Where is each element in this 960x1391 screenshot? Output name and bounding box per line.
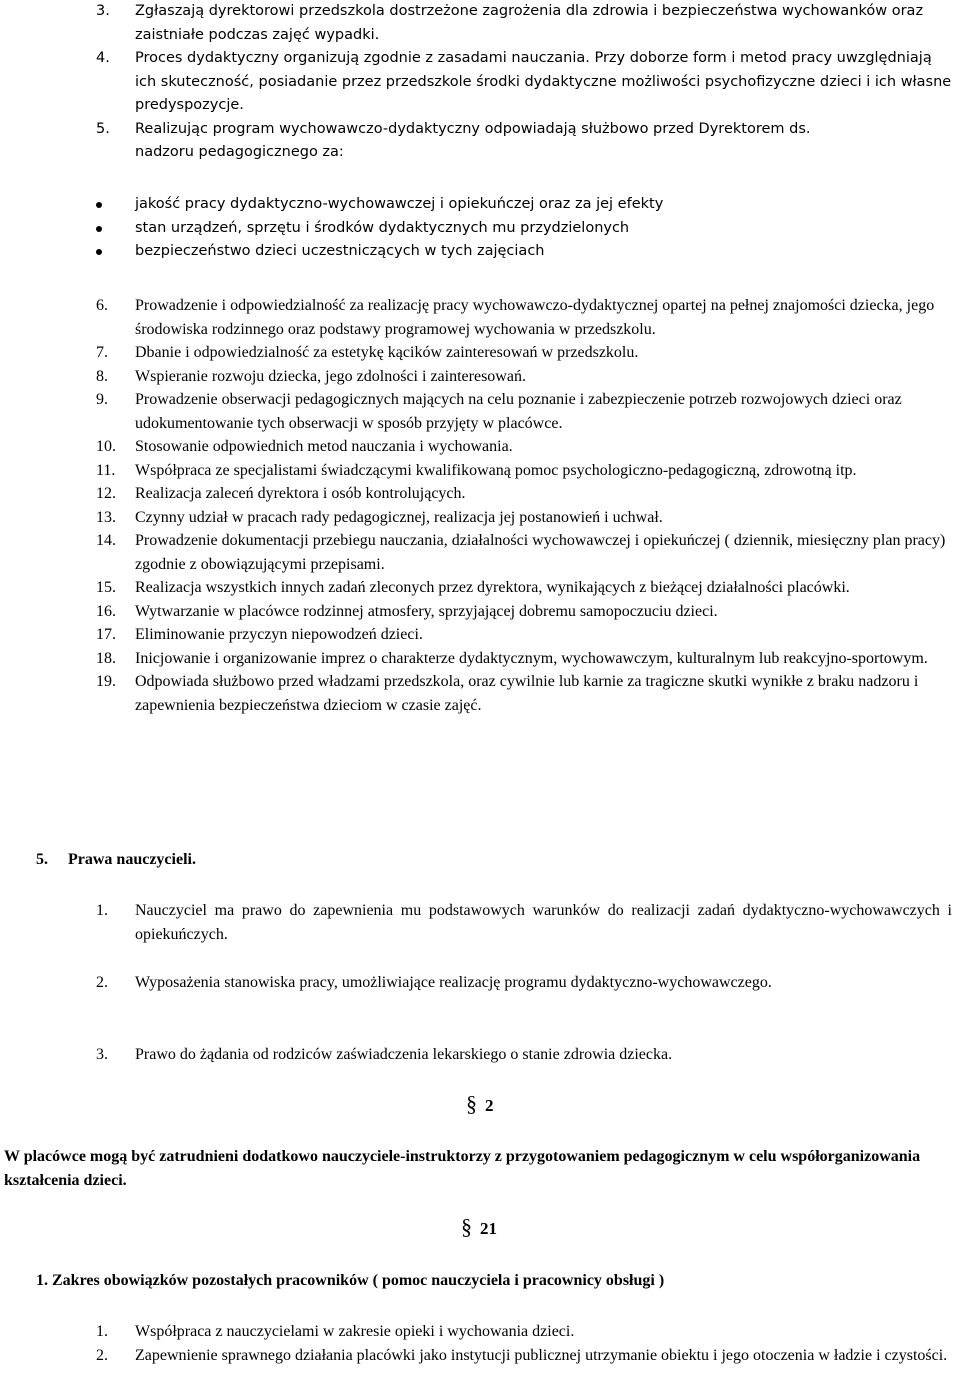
- heading-number: 1.: [36, 1272, 48, 1289]
- bullet-item: [0, 193, 960, 217]
- item-text: Proces dydaktyczny organizują zgodnie z zasadami nauczania. Przy doborze form i metod pracy uwzględniają ich skuteczność, posiadanie przez przedszkole środki dydaktyczne możliwości psychofizyczne dzieci i ich własne predyspozycje.: [135, 50, 952, 113]
- item-number: 6.: [96, 297, 108, 314]
- item-number: 17.: [96, 626, 116, 643]
- list-item: [0, 0, 960, 47]
- bullet-item: [0, 240, 960, 264]
- paragraph-mark: [466, 1092, 494, 1118]
- item-number: 18.: [96, 649, 116, 667]
- bullet-list: [0, 193, 960, 264]
- item-text: Nauczyciel ma prawo do zapewnienia mu podstawowych warunków do realizacji zadań dydaktyczno-wychowawczych i opiekuńczych.: [135, 902, 952, 943]
- main-list: [0, 294, 960, 717]
- list-item: [0, 647, 960, 671]
- item-number: 12.: [96, 485, 116, 502]
- item-text: Prawo do żądania od rodziców zaświadczenia lekarskiego o stanie zdrowia dziecka.: [135, 1046, 673, 1063]
- item-number: 5.: [96, 120, 110, 137]
- list-item: [0, 600, 960, 624]
- item-number: 9.: [96, 391, 108, 408]
- bullet-text: jakość pracy dydaktyczno-wychowawczej i opiekuńczej oraz za jej efekty: [135, 196, 664, 212]
- item-number: 1.: [96, 902, 108, 919]
- item-text: Zapewnienie sprawnego działania placówki jako instytucji publicznej utrzymanie obiektu i jego otoczenia w ładzie i czystości.: [135, 1346, 948, 1364]
- rights-item: [0, 971, 960, 995]
- item-number: 8.: [96, 367, 108, 385]
- list-item: [0, 482, 960, 506]
- item-text: Dbanie i odpowiedzialność za estetykę kącików zainteresowań w przedszkolu.: [135, 344, 639, 361]
- item-number: 3.: [96, 1046, 108, 1063]
- item-number: 4.: [96, 50, 110, 66]
- bullet-dot-icon: [96, 249, 102, 255]
- staff-item: [0, 1344, 960, 1368]
- item-number: 3.: [96, 3, 110, 19]
- bullet-dot-icon: [96, 226, 102, 232]
- item-text: Inicjowanie i organizowanie imprez o charakterze dydaktycznym, wychowawczym, kulturalnym lub reakcyjno-sportowym.: [135, 649, 928, 667]
- bullet-text: stan urządzeń, sprzętu i środków dydaktycznych mu przydzielonych: [135, 219, 630, 236]
- top-list-block: [0, 0, 960, 165]
- item-text: Realizacja wszystkich innych zadań zleconych przez dyrektora, wynikających z bieżącej działalności placówki.: [135, 579, 850, 596]
- list-item: [0, 47, 960, 118]
- rights-block: [0, 899, 960, 946]
- section-title: Prawa nauczycieli.: [68, 851, 196, 868]
- rights-list: [0, 899, 960, 946]
- item-text: Prowadzenie obserwacji pedagogicznych mających na celu poznanie i zabezpieczenie potrzeb rozwojowych dzieci oraz udokumentowanie tych obserwacji w sposób przyjęty w placówce.: [135, 391, 902, 432]
- top-list: [0, 0, 960, 141]
- bullet-block: [0, 193, 960, 264]
- item-number: 13.: [96, 508, 116, 526]
- item-text: Współpraca z nauczycielami w zakresie opieki i wychowania dzieci.: [135, 1323, 575, 1340]
- staff-list: [0, 1320, 960, 1367]
- item-number: 16.: [96, 602, 116, 620]
- item-text: Prowadzenie dokumentacji przebiegu nauczania, działalności wychowawczej i opiekuńczej ( dziennik, miesięczny plan pracy) zgodnie z obowiązującymi przepisami.: [135, 532, 946, 573]
- list-item: [0, 459, 960, 483]
- list-item: [0, 341, 960, 365]
- bullet-item: [0, 217, 960, 241]
- item-text: Wyposażenia stanowiska pracy, umożliwiające realizację programu dydaktyczno-wychowawczego.: [135, 974, 772, 991]
- rights-list: [0, 1043, 960, 1067]
- rights-list: [0, 971, 960, 995]
- paragraph-number: 21: [480, 1219, 497, 1238]
- list-item: [0, 435, 960, 459]
- item-text: Współpraca ze specjalistami świadczącymi kwalifikowaną pomoc psychologiczno-pedagogiczną, zdrowotną itp.: [135, 461, 857, 479]
- bullet-text: bezpieczeństwo dzieci uczestniczących w tych zajęciach: [135, 243, 545, 259]
- continuation-text: nadzoru pedagogicznego za:: [135, 144, 344, 160]
- list-item: [0, 388, 960, 435]
- item-text: Wytwarzanie w placówce rodzinnej atmosfery, sprzyjającej dobremu samopoczuciu dzieci.: [135, 602, 718, 620]
- item-number: 2.: [96, 1346, 108, 1364]
- rights-item: [0, 899, 960, 946]
- list-item: [0, 623, 960, 647]
- main-list-block: [0, 294, 960, 717]
- item-number: 19.: [96, 673, 116, 690]
- item-number: 10.: [96, 438, 116, 455]
- section-symbol: §: [466, 1091, 477, 1116]
- item-number: 1.: [96, 1323, 108, 1340]
- item-text: Realizacja zaleceń dyrektora i osób kontrolujących.: [135, 485, 466, 502]
- section-symbol: §: [461, 1214, 472, 1239]
- section-number: 5.: [36, 851, 48, 868]
- list-item: [0, 576, 960, 600]
- paragraph-text: W placówce mogą być zatrudnieni dodatkowo nauczyciele-instruktorzy z przygotowaniem pedagogicznym w celu współorganizowania kształcenia dzieci.: [4, 1148, 921, 1189]
- item-number: 15.: [96, 579, 116, 596]
- list-item: [0, 529, 960, 576]
- paragraph-number: 2: [485, 1096, 494, 1115]
- list-item: [0, 506, 960, 530]
- rights-block: [0, 971, 960, 995]
- item-text: Wspieranie rozwoju dziecka, jego zdolności i zainteresowań.: [135, 367, 526, 385]
- list-item: [0, 294, 960, 341]
- list-item: [0, 670, 960, 717]
- item-text: Eliminowanie przyczyn niepowodzeń dzieci.: [135, 626, 423, 643]
- bullet-dot-icon: [96, 202, 102, 208]
- item-text: Odpowiada służbowo przed władzami przedszkola, oraz cywilnie lub karnie za tragiczne skutki wynikłe z braku nadzoru i zapewnienia bezpieczeństwa dzieciom w czasie zajęć.: [135, 673, 919, 714]
- section-heading: [36, 848, 196, 872]
- item-text: Stosowanie odpowiednich metod nauczania i wychowania.: [135, 438, 513, 455]
- item-number: 11.: [96, 461, 116, 479]
- heading-text: Zakres obowiązków pozostałych pracowników ( pomoc nauczyciela i pracownicy obsługi ): [52, 1272, 665, 1289]
- item-text: Zgłaszają dyrektorowi przedszkola dostrzeżone zagrożenia dla zdrowia i bezpieczeństwa wychowanków oraz zaistniałe podczas zajęć wypadki.: [135, 3, 924, 43]
- item-number: 2.: [96, 974, 108, 991]
- staff-heading: [0, 1269, 960, 1293]
- item-number: 7.: [96, 344, 108, 361]
- list-item: [0, 118, 960, 142]
- rights-block: [0, 1043, 960, 1067]
- item-number: 14.: [96, 532, 116, 549]
- item-text: Realizując program wychowawczo-dydaktyczny odpowiadają służbowo przed Dyrektorem ds.: [135, 120, 811, 137]
- staff-list-block: [0, 1320, 960, 1367]
- rights-item: [0, 1043, 960, 1067]
- item-text: Prowadzenie i odpowiedzialność za realizację pracy wychowawczo-dydaktycznej opartej na pełnej znajomości dziecka, jego środowiska rodzinnego oraz podstawy programowej wychowania w przedszkolu.: [135, 297, 935, 338]
- item-text: Czynny udział w pracach rady pedagogicznej, realizacja jej postanowień i uchwał.: [135, 508, 663, 526]
- staff-item: [0, 1320, 960, 1344]
- paragraph-mark: [461, 1215, 497, 1241]
- list-item: [0, 365, 960, 389]
